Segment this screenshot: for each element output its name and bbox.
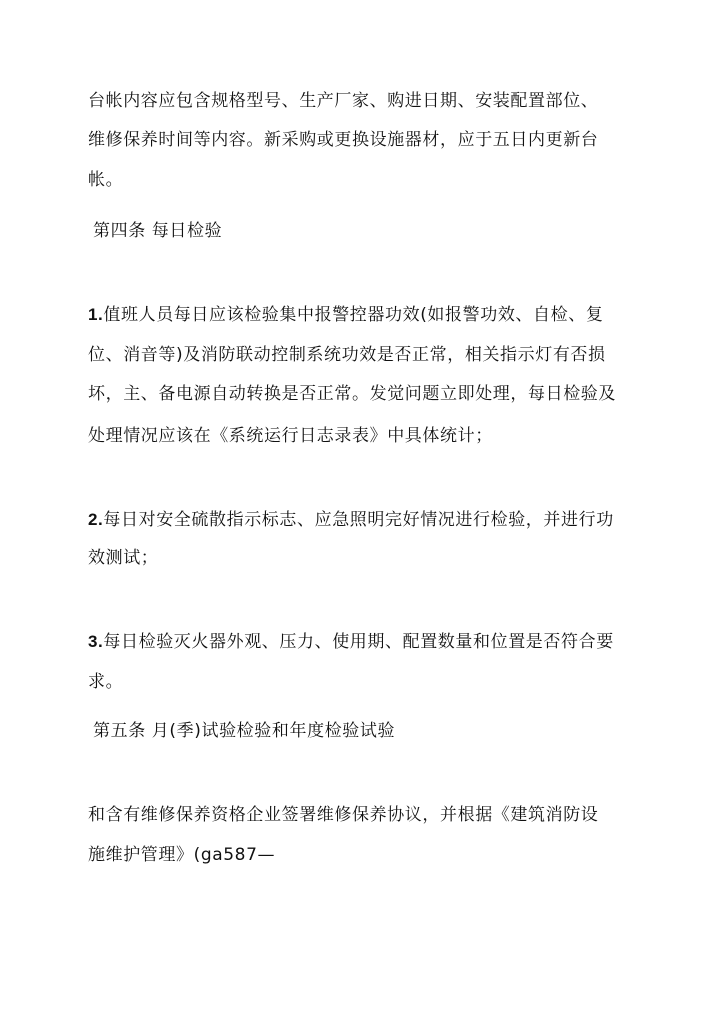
list-item-3-line [88,630,614,654]
section-heading-article-5: 第五条 月(季)试验检验和年度检验试验 [93,721,396,741]
paragraph-line: 效测试； [88,548,159,568]
paragraph-line: 帐。 [88,170,124,190]
paragraph-line: 维修保养时间等内容。新采购或更换设施器材，应于五日内更新台 [88,130,599,150]
paragraph-line: 施维护管理》(ga587— [88,845,276,865]
paragraph-line: 求。 [88,672,124,692]
paragraph-line: 和含有维修保养资格企业签署维修保养协议，并根据《建筑消防设 [88,805,599,825]
list-item-text: 值班人员每日应该检验集中报警控器功效(如报警功效、自检、复 [103,305,604,325]
paragraph-line: 坏，主、备电源自动转换是否正常。发觉问题立即处理，每日检验及 [88,384,616,404]
list-item-text: 每日对安全硫散指示标志、应急照明完好情况进行检验，并进行功 [103,510,614,530]
list-item-1-line [88,303,603,327]
paragraph-line: 位、消音等)及消防联动控制系统功效是否正常，相关指示灯有否损 [88,345,606,365]
list-item-number: 2. [88,510,104,529]
list-item-number: 1. [88,305,104,324]
list-item-2-line [88,508,614,532]
list-item-number: 3. [88,632,104,651]
section-heading-article-4: 第四条 每日检验 [93,221,223,241]
list-item-text: 每日检验灭火器外观、压力、使用期、配置数量和位置是否符合要 [103,632,614,652]
paragraph-line: 台帐内容应包含规格型号、生产厂家、购进日期、安装配置部位、 [88,91,599,111]
paragraph-line: 处理情况应该在《系统运行日志录表》中具体统计； [88,426,493,446]
